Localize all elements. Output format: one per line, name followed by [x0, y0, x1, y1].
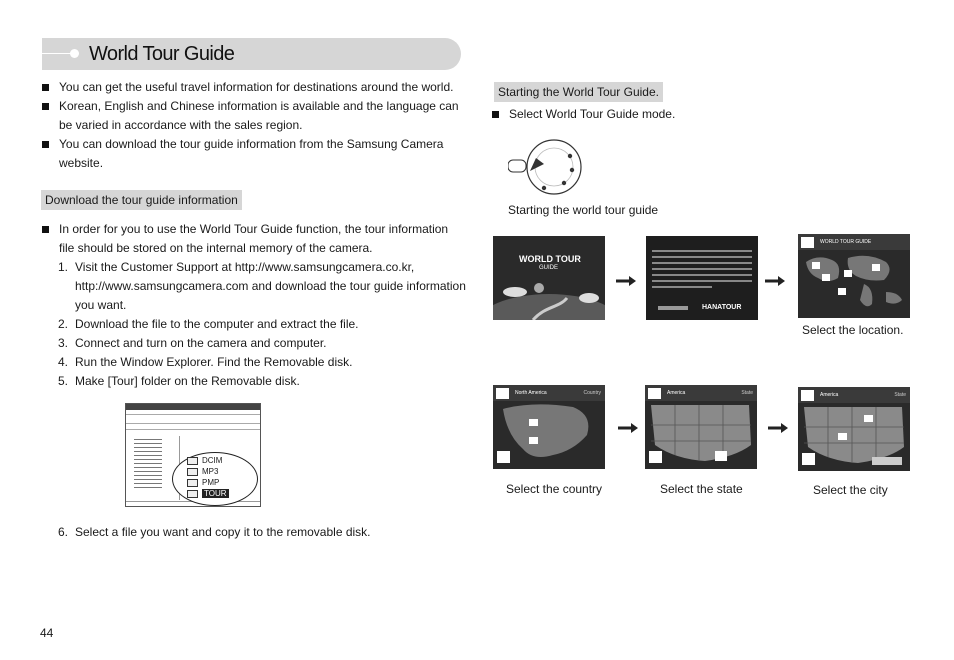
back-arrow-icon[interactable]	[496, 388, 509, 399]
folder-tour: TOUR	[187, 489, 229, 499]
download-steps	[58, 258, 468, 391]
page-title: World Tour Guide	[89, 43, 235, 65]
mode-dial-icon	[508, 138, 582, 196]
step-2: 2. Download the file to the computer and extract the file.	[58, 317, 359, 331]
country-header: North America	[493, 385, 605, 401]
folder-dcim: DCIM	[187, 456, 222, 466]
caption-state: Select the state	[660, 482, 743, 496]
bullet-square	[42, 226, 49, 233]
intro-bullet-3: You can download the tour guide information from the Samsung Camera website.	[42, 135, 462, 173]
title-bar	[42, 38, 461, 70]
arrow-right-icon	[618, 423, 638, 433]
arrow-right-icon	[765, 276, 785, 286]
screen-state	[645, 385, 757, 469]
bullet-square	[42, 103, 49, 110]
screen-splash	[493, 236, 605, 320]
country-right-label: Country	[583, 390, 601, 396]
caption-city: Select the city	[813, 483, 888, 497]
splash-subtitle: GUIDE	[539, 265, 559, 271]
city-right-label: State	[894, 392, 906, 398]
bullet-square	[492, 111, 499, 118]
world-map-header: WORLD TOUR GUIDE	[798, 234, 910, 250]
back-arrow-icon[interactable]	[801, 237, 814, 248]
state-right-label: State	[741, 390, 753, 396]
arrow-right-icon	[768, 423, 788, 433]
step-6: 6. Select a file you want and copy it to the removable disk.	[58, 525, 371, 539]
folder-pmp: PMP	[187, 478, 219, 488]
step-5: 5. Make [Tour] folder on the Removable disk.	[58, 374, 300, 388]
step-1: 1. Visit the Customer Support at http://www.samsungcamera.co.kr, http://www.samsungcamera.com and download the tour guide information you want.	[58, 260, 466, 312]
start-bullet: Select World Tour Guide mode.	[492, 105, 792, 124]
title-dot	[70, 49, 79, 58]
folder-icon	[187, 479, 198, 487]
city-header: America	[798, 387, 910, 403]
explorer-toolbar	[126, 415, 260, 424]
state-header: America	[645, 385, 757, 401]
bullet-square	[42, 141, 49, 148]
page-number: 44	[40, 626, 54, 640]
dial-caption: Starting the world tour guide	[508, 203, 659, 217]
title-line	[42, 53, 72, 54]
folder-icon	[187, 457, 198, 465]
screen-country	[493, 385, 605, 469]
start-section-label: Starting the World Tour Guide.	[494, 82, 663, 102]
intro-bullet-2: Korean, English and Chinese information is available and the language can be varied in accordance with the sales region.	[42, 97, 462, 135]
splash-title: WORLD TOUR	[519, 254, 581, 264]
screen-city	[798, 387, 910, 471]
download-lead: In order for you to use the World Tour Guide function, the tour information file should be stored on the internal memory of the camera.	[42, 220, 462, 258]
folder-icon	[187, 490, 198, 498]
step-3: 3. Connect and turn on the camera and computer.	[58, 336, 327, 350]
back-arrow-icon[interactable]	[801, 390, 814, 401]
folder-magnifier	[172, 452, 258, 506]
back-arrow-icon[interactable]	[648, 388, 661, 399]
step-4: 4. Run the Window Explorer. Find the Removable disk.	[58, 355, 353, 369]
download-section-label: Download the tour guide information	[41, 190, 242, 210]
intro-bullet-1: You can get the useful travel information for destinations around the world.	[42, 78, 462, 97]
screen-notice	[646, 236, 758, 320]
folder-mp3: MP3	[187, 467, 218, 477]
explorer-folder-tree	[128, 436, 180, 500]
screen-world-map	[798, 234, 910, 318]
hanatour-logo: HANATOUR	[702, 304, 742, 311]
explorer-address-bar	[126, 424, 260, 430]
arrow-right-icon	[616, 276, 636, 286]
caption-country: Select the country	[506, 482, 603, 496]
bullet-square	[42, 84, 49, 91]
folder-icon	[187, 468, 198, 476]
caption-location: Select the location.	[802, 323, 904, 337]
